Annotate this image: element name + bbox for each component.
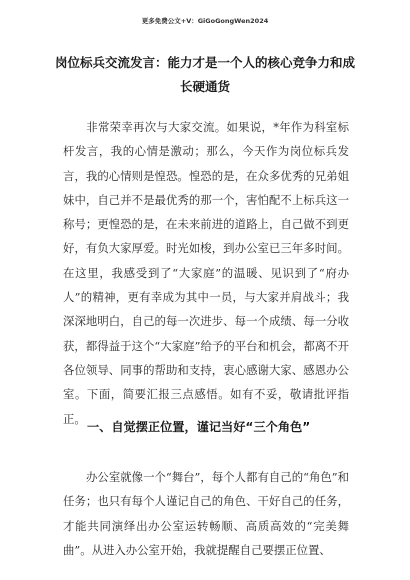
body-paragraph-1 xyxy=(63,115,349,431)
document-title: 岗位标兵交流发言：能力才是一个人的核心竞争力和成长硬通货 xyxy=(55,55,356,94)
paragraph-text: 非常荣幸再次与大家交流。如果说，*年作为科室标杆发言，我的心情是激动；那么，今天作为岗位标兵发言，我的心情则是惶恐。惶恐的是，在众多优秀的兄弟姐妹中，自己并不是最优秀的那一个，害怕配不上标兵这一称号；更惶恐的是，在未来前进的道路上，自己做不到更好，有负大家厚爱。时光如梭，到办公室已三年多时间。在这里，我感受到了“大家庭”的温暖、见识到了“府办人”的精神，更有幸成为其中一员，与大家并肩战斗；我深深地明白，自己的每一次进步、每一个成绩、每一分收获，都得益于这个“大家庭”给予的平台和机会，都离不开各位领导、同事的帮助和支持，衷心感谢大家、感恩办公室。下面，简要汇报三点感悟。如有不妥，敬请批评指正。 xyxy=(63,120,349,426)
paragraph-text: 办公室就像一个“舞台”，每个人都有自己的“角色”和任务；也只有每个人谨记自己的角色、干好自己的任务，才能共同演绎出办公室运转畅顺、高质高效的“完美舞曲”。从进入办公室开始，我就提醒自己要摆正位置、 xyxy=(63,470,349,557)
header-text: 更多免费公文+V：GiGoGongWen2024 xyxy=(141,17,269,25)
body-paragraph-2 xyxy=(63,465,349,562)
section-heading-1: 一、自觉摆正位置，谨记当好“三个角色” xyxy=(87,420,311,434)
